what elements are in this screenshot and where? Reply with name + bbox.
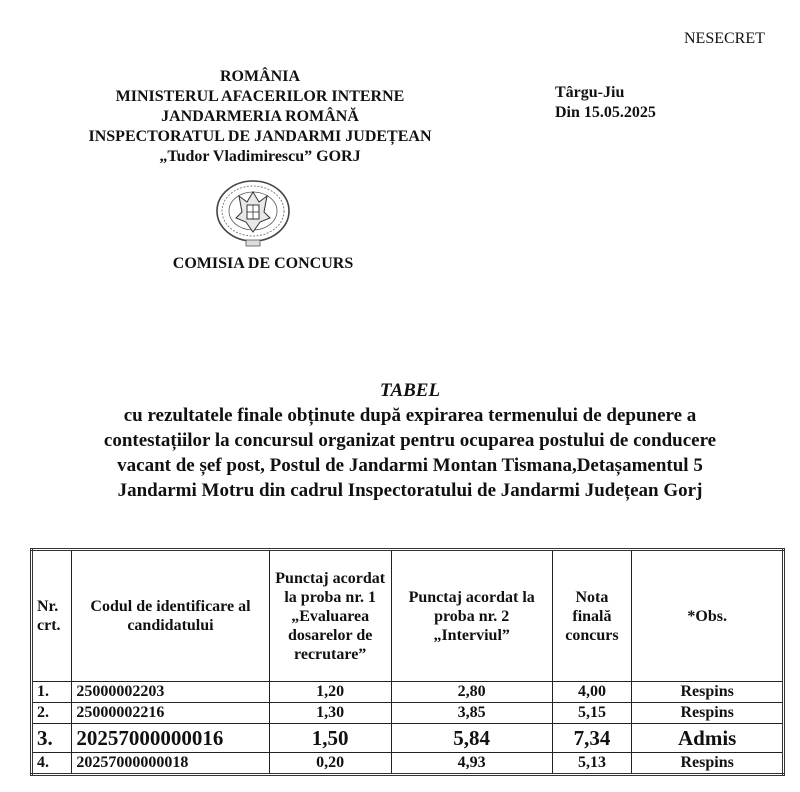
document-title — [20, 378, 800, 503]
place: Târgu-Jiu — [555, 84, 625, 101]
title-line: Jandarmi Motru din cadrul Inspectoratului de Jandarmi Județean Gorj — [117, 480, 703, 501]
institution-header — [40, 67, 480, 167]
cell-score-test-1: 0,20 — [269, 753, 391, 775]
cell-nr: 3. — [32, 724, 72, 753]
cell-observation: Respins — [632, 703, 784, 724]
cell-final-grade: 7,34 — [552, 724, 632, 753]
cell-score-test-1: 1,20 — [269, 682, 391, 703]
header-final-grade: Nota finală concurs — [552, 550, 632, 682]
title-line: contestațiilor la concursul organizat pentru ocuparea postului de conducere — [103, 430, 717, 451]
cell-score-test-1: 1,50 — [269, 724, 391, 753]
cell-score-test-1: 1,30 — [269, 703, 391, 724]
title-line: cu rezultatele finale obținute după expirarea termenului de depunere a — [123, 405, 697, 426]
institution-line-inspectorate: INSPECTORATUL DE JANDARMI JUDEȚEAN — [88, 128, 432, 145]
jandarmeria-seal-icon — [214, 178, 292, 248]
cell-candidate-code: 25000002216 — [72, 703, 269, 724]
table-header-row — [32, 550, 784, 682]
title-line: vacant de șef post, Postul de Jandarmi Montan Tismana,Detașamentul 5 — [117, 455, 703, 476]
cell-candidate-code: 20257000000016 — [72, 724, 269, 753]
cell-final-grade: 5,15 — [552, 703, 632, 724]
header-candidate-code: Codul de identificare al candidatului — [72, 550, 269, 682]
cell-observation: Respins — [632, 753, 784, 775]
classification-label: NESECRET — [684, 30, 765, 47]
institution-line-ministry: MINISTERUL AFACERILOR INTERNE — [115, 88, 405, 105]
cell-final-grade: 4,00 — [552, 682, 632, 703]
cell-candidate-code: 20257000000018 — [72, 753, 269, 775]
commission-label: COMISIA DE CONCURS — [172, 255, 354, 272]
table-row — [32, 703, 784, 724]
cell-nr: 2. — [32, 703, 72, 724]
header-score-test-2: Punctaj acordat la proba nr. 2 „Interviul” — [391, 550, 552, 682]
place-date-block — [555, 83, 656, 123]
table-row-admitted — [32, 724, 784, 753]
cell-nr: 4. — [32, 753, 72, 775]
table-row — [32, 682, 784, 703]
table-row — [32, 753, 784, 775]
cell-score-test-2: 3,85 — [391, 703, 552, 724]
institution-line-name: „Tudor Vladimirescu” GORJ — [159, 148, 361, 165]
header-observations: *Obs. — [632, 550, 784, 682]
cell-candidate-code: 25000002203 — [72, 682, 269, 703]
institution-line-gendarmerie: JANDARMERIA ROMÂNĂ — [161, 108, 359, 125]
cell-score-test-2: 5,84 — [391, 724, 552, 753]
header-nr: Nr. crt. — [32, 550, 72, 682]
cell-score-test-2: 2,80 — [391, 682, 552, 703]
title-heading: TABEL — [379, 380, 441, 401]
document-date: Din 15.05.2025 — [555, 104, 656, 121]
cell-final-grade: 5,13 — [552, 753, 632, 775]
cell-score-test-2: 4,93 — [391, 753, 552, 775]
cell-observation: Admis — [632, 724, 784, 753]
cell-observation: Respins — [632, 682, 784, 703]
header-score-test-1: Punctaj acordat la proba nr. 1 „Evaluarea dosarelor de recrutare” — [269, 550, 391, 682]
results-table — [30, 548, 785, 776]
institution-line-country: ROMÂNIA — [220, 68, 300, 85]
cell-nr: 1. — [32, 682, 72, 703]
